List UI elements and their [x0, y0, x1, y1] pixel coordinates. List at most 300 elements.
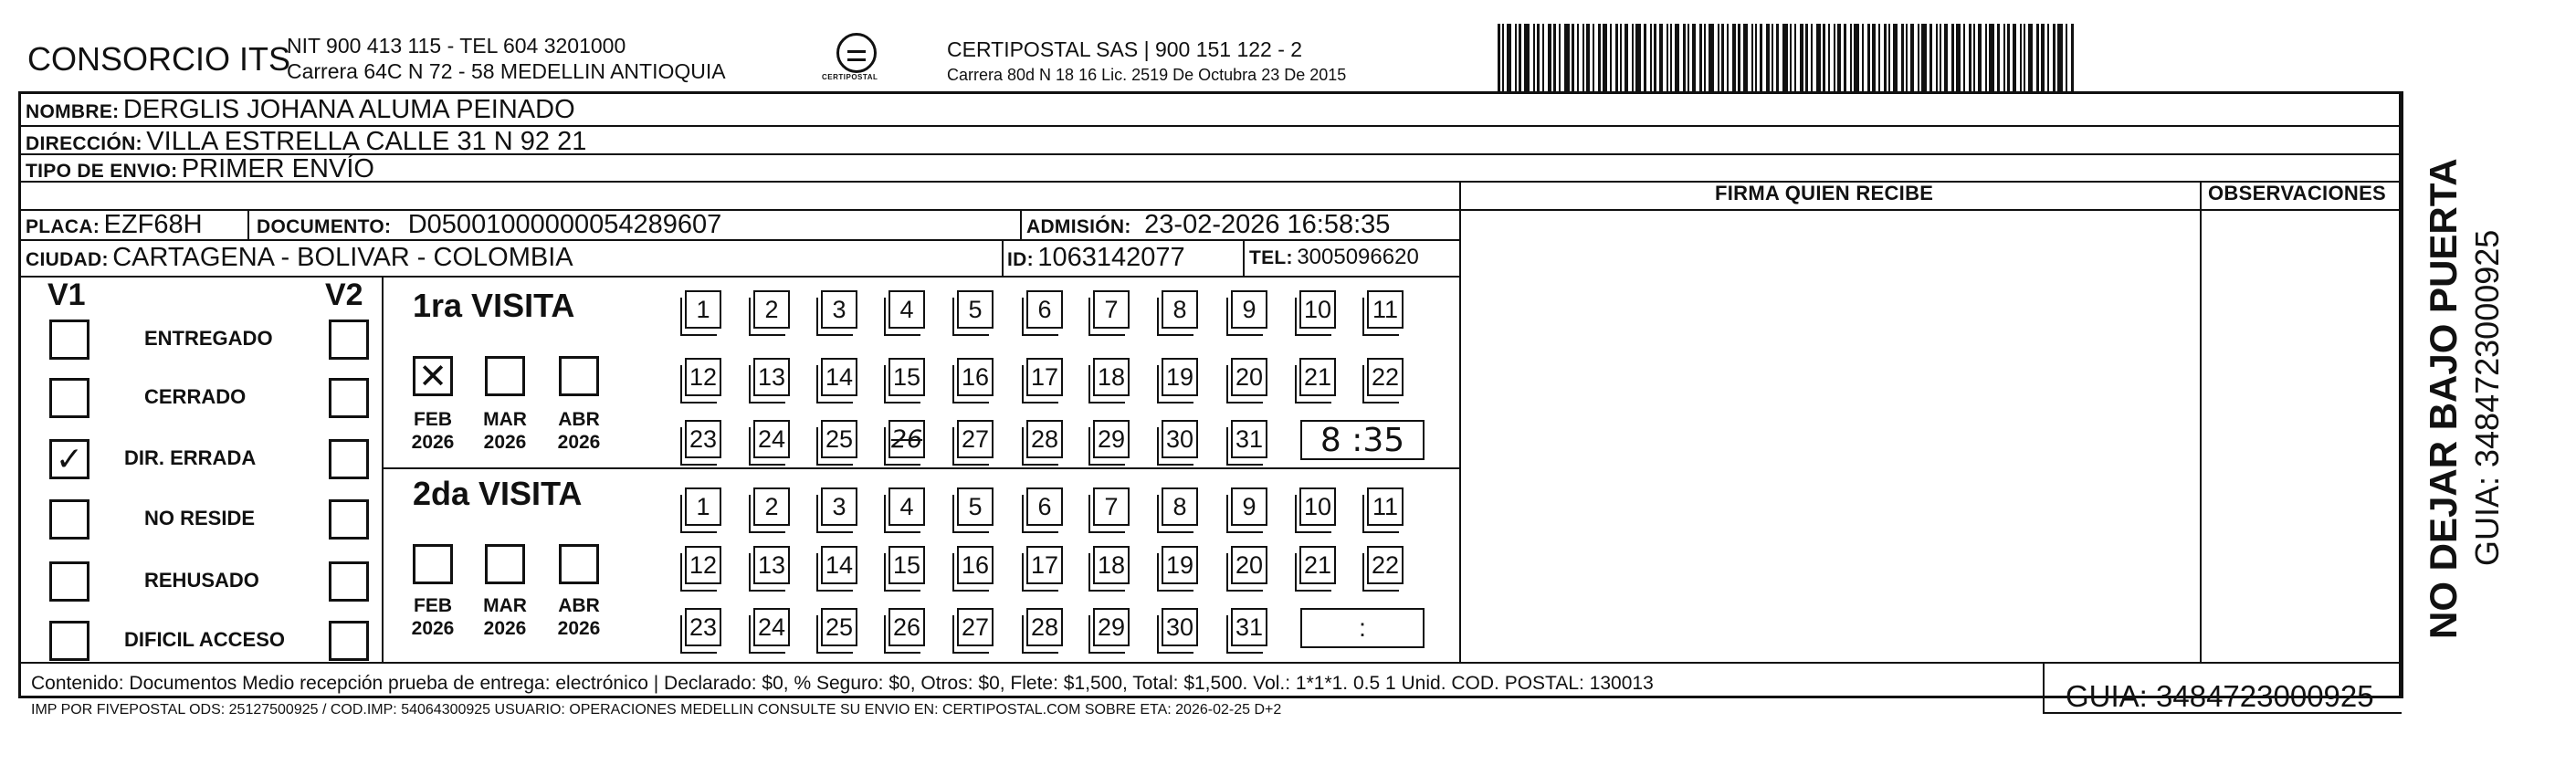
barcode-bar — [1794, 24, 1796, 91]
barcode-bar — [1667, 24, 1668, 91]
day-box[interactable] — [821, 608, 857, 646]
day-box[interactable] — [957, 358, 994, 396]
day-number: 2 — [764, 492, 779, 520]
day-number: 1 — [696, 295, 710, 323]
day-box[interactable] — [1162, 546, 1198, 584]
day-box[interactable] — [1093, 290, 1130, 329]
ciudad-row — [26, 243, 573, 273]
barcode-bar — [1973, 24, 1975, 91]
barcode — [1498, 24, 2228, 91]
barcode-bar — [1956, 24, 1961, 91]
barcode-bar — [1918, 24, 1919, 91]
tel-label: TEL: — [1249, 247, 1293, 268]
day-box[interactable] — [1231, 608, 1267, 646]
status-label: CERRADO — [144, 385, 247, 408]
placa-row — [26, 210, 203, 240]
barcode-bar — [1635, 24, 1641, 91]
day-number: 9 — [1242, 295, 1256, 323]
ciudad-label: CIUDAD: — [26, 249, 109, 270]
day-box[interactable] — [888, 608, 925, 646]
contenido-line: Contenido: Documentos Medio recepción prueba de entrega: electrónico | Declarado: $0, % Seguro: $0, Otros: $0, Flete: $1,500, Total: $1,500. Vol.: 1*1*1. 0.5 1 Unid. COD. POSTAL: 130013 — [31, 673, 1654, 694]
barcode-bar — [1721, 24, 1724, 91]
v1-checkbox[interactable] — [49, 378, 89, 418]
barcode-bar — [1502, 24, 1504, 91]
barcode-bar — [1659, 24, 1663, 91]
admision-label: ADMISIÓN: — [1026, 216, 1131, 237]
barcode-bar — [1944, 24, 1948, 91]
barcode-bar — [1755, 24, 1757, 91]
day-number: 5 — [968, 492, 983, 520]
barcode-bar — [1699, 24, 1702, 91]
direccion-value: VILLA ESTRELLA CALLE 31 N 92 21 — [146, 127, 587, 156]
day-box[interactable] — [1299, 358, 1336, 396]
v2-checkbox[interactable] — [329, 378, 369, 418]
v2-checkbox[interactable] — [329, 499, 369, 540]
barcode-bar — [1837, 24, 1841, 91]
id-value: 1063142077 — [1037, 243, 1185, 272]
day-box[interactable] — [1231, 420, 1267, 458]
v1-checkbox[interactable] — [49, 621, 89, 661]
barcode-bar — [1790, 24, 1792, 91]
carrier-line-2: Carrera 80d N 18 16 Lic. 2519 De Octubra 23 De 2015 — [947, 66, 1347, 84]
day-box[interactable] — [1231, 546, 1267, 584]
day-number: 19 — [1165, 550, 1194, 579]
barcode-bar — [1834, 24, 1835, 91]
v2-checkbox[interactable] — [329, 320, 369, 360]
barcode-bar — [1805, 24, 1808, 91]
day-number: 26 — [892, 613, 921, 641]
day-number: 14 — [825, 362, 854, 391]
day-box[interactable] — [957, 487, 994, 526]
company-info — [287, 33, 726, 84]
carrier-info — [947, 37, 1346, 88]
day-box[interactable] — [1367, 546, 1404, 584]
company-line-2: Carrera 64C N 72 - 58 MEDELLIN ANTIOQUIA — [287, 59, 726, 83]
day-number: 21 — [1303, 362, 1332, 391]
day-number: 20 — [1235, 550, 1264, 579]
day-number: 31 — [1235, 613, 1264, 641]
day-number: 7 — [1104, 295, 1119, 323]
status-label: REHUSADO — [144, 569, 259, 592]
day-box[interactable] — [821, 290, 857, 329]
month-year: 2026 — [411, 618, 455, 639]
barcode-bar — [1593, 24, 1594, 91]
barcode-bar — [1675, 24, 1679, 91]
day-box[interactable] — [1231, 487, 1267, 526]
barcode-bar — [2053, 24, 2056, 91]
day-box[interactable] — [753, 487, 790, 526]
day-number: 4 — [899, 295, 914, 323]
v1-checkbox[interactable] — [49, 320, 89, 360]
day-number: 12 — [689, 550, 718, 579]
day-box[interactable] — [1093, 487, 1130, 526]
day-box[interactable] — [888, 546, 925, 584]
barcode-bar — [1985, 24, 1987, 91]
barcode-bar — [1888, 24, 1890, 91]
barcode-bar — [1828, 24, 1830, 91]
time-box[interactable]: : — [1300, 608, 1425, 648]
barcode-bar — [2041, 24, 2045, 91]
day-number: 9 — [1242, 492, 1256, 520]
day-box[interactable] — [685, 608, 721, 646]
day-box[interactable] — [888, 420, 925, 458]
first-visit-title: 1ra VISITA — [413, 287, 575, 324]
barcode-bar — [1564, 24, 1570, 91]
barcode-bar — [1542, 24, 1544, 91]
day-box[interactable] — [753, 358, 790, 396]
documento-label: DOCUMENTO: — [257, 216, 392, 237]
day-box[interactable] — [1162, 608, 1198, 646]
day-number: 13 — [757, 362, 786, 391]
logo-text: CERTIPOSTAL — [822, 73, 878, 81]
day-box[interactable] — [1162, 358, 1198, 396]
day-box[interactable] — [1299, 546, 1336, 584]
day-number: 31 — [1235, 424, 1264, 453]
barcode-bar — [2028, 24, 2033, 91]
day-number: 3 — [832, 295, 846, 323]
day-number: 8 — [1172, 295, 1187, 323]
barcode-bar — [1929, 24, 1932, 91]
no-dejar-text: NO DEJAR BAJO PUERTA — [2422, 158, 2465, 639]
day-number: 27 — [961, 613, 990, 641]
day-box[interactable] — [1093, 420, 1130, 458]
month-name: MAR — [483, 409, 527, 430]
v2-label: V2 — [325, 278, 363, 312]
time-box[interactable]: 8 :35 — [1300, 420, 1425, 460]
barcode-bar — [1692, 24, 1696, 91]
status-label: NO RESIDE — [144, 507, 256, 529]
barcode-bar — [1732, 24, 1736, 91]
day-number: 15 — [892, 362, 921, 391]
month-name: MAR — [483, 595, 527, 616]
barcode-bar — [1844, 24, 1846, 91]
day-box[interactable] — [888, 358, 925, 396]
month-checkbox[interactable] — [413, 544, 453, 584]
barcode-bar — [1709, 24, 1714, 91]
day-box[interactable] — [888, 290, 925, 329]
day-box[interactable] — [1026, 358, 1063, 396]
day-number: 22 — [1371, 362, 1400, 391]
day-number: 24 — [757, 424, 786, 453]
day-number: 23 — [689, 424, 718, 453]
barcode-bar — [1572, 24, 1574, 91]
barcode-bar — [1743, 24, 1748, 91]
side-guia-text: GUIA: 3484723000925 — [2468, 229, 2506, 566]
admision-value: 23-02-2026 16:58:35 — [1144, 210, 1391, 239]
month-checkbox[interactable] — [485, 356, 525, 396]
barcode-bar — [1598, 24, 1601, 91]
barcode-bar — [1582, 24, 1584, 91]
barcode-bar — [1910, 24, 1914, 91]
day-number: 1 — [696, 492, 710, 520]
day-box[interactable] — [1026, 420, 1063, 458]
nombre-label: NOMBRE: — [26, 101, 120, 122]
day-number: 22 — [1371, 550, 1400, 579]
barcode-bar — [1498, 24, 1500, 91]
day-number: 20 — [1235, 362, 1264, 391]
barcode-bar — [1650, 24, 1652, 91]
barcode-bar — [1548, 24, 1551, 91]
day-number: 8 — [1172, 492, 1187, 520]
day-box[interactable] — [685, 290, 721, 329]
day-number: 16 — [961, 362, 990, 391]
day-box[interactable] — [888, 487, 925, 526]
day-box[interactable] — [753, 608, 790, 646]
day-number: 19 — [1165, 362, 1194, 391]
direccion-label: DIRECCIÓN: — [26, 133, 142, 154]
day-box[interactable] — [1026, 608, 1063, 646]
barcode-bar — [1553, 24, 1556, 91]
day-number: 23 — [689, 613, 718, 641]
barcode-bar — [1772, 24, 1773, 91]
day-box[interactable] — [1162, 420, 1198, 458]
barcode-bar — [1872, 24, 1876, 91]
id-label: ID: — [1007, 249, 1034, 270]
barcode-bar — [1893, 24, 1898, 91]
barcode-bar — [1688, 24, 1689, 91]
ciudad-value: CARTAGENA - BOLIVAR - COLOMBIA — [112, 243, 573, 272]
firma-header: FIRMA QUIEN RECIBE — [1715, 182, 1934, 204]
tipo-row — [26, 154, 374, 184]
month-year: 2026 — [411, 432, 455, 453]
v1-label: V1 — [47, 278, 86, 312]
month-label — [478, 594, 532, 640]
barcode-bar — [1854, 24, 1859, 91]
day-box[interactable] — [957, 290, 994, 329]
month-name: ABR — [558, 409, 600, 430]
month-year: 2026 — [483, 432, 527, 453]
barcode-bar — [1683, 24, 1686, 91]
barcode-bar — [1906, 24, 1908, 91]
day-number: 18 — [1097, 550, 1126, 579]
day-number: 29 — [1097, 424, 1126, 453]
barcode-bar — [1624, 24, 1628, 91]
barcode-bar — [2057, 24, 2063, 91]
day-box[interactable] — [957, 546, 994, 584]
month-label — [552, 594, 606, 640]
day-box[interactable] — [753, 546, 790, 584]
barcode-bar — [1644, 24, 1646, 91]
v2-checkbox[interactable] — [329, 621, 369, 661]
direccion-row — [26, 127, 586, 157]
day-number: 5 — [968, 295, 983, 323]
barcode-bar — [2003, 24, 2005, 91]
day-box[interactable] — [1231, 290, 1267, 329]
certipostal-logo-icon — [836, 33, 877, 73]
barcode-bar — [1760, 24, 1762, 91]
barcode-bar — [1862, 24, 1864, 91]
barcode-bar — [1632, 24, 1634, 91]
status-label: DIFICIL ACCESO — [124, 628, 286, 651]
month-checkbox[interactable] — [485, 544, 525, 584]
month-label — [405, 408, 460, 454]
day-number: 3 — [832, 492, 846, 520]
month-checkbox[interactable] — [559, 544, 599, 584]
day-box[interactable] — [1026, 290, 1063, 329]
day-number: 17 — [1030, 362, 1059, 391]
day-box[interactable] — [1367, 487, 1404, 526]
month-label — [552, 408, 606, 454]
v1-checkbox[interactable] — [49, 561, 89, 602]
month-name: ABR — [558, 595, 600, 616]
day-box[interactable] — [1231, 358, 1267, 396]
barcode-bar — [1766, 24, 1770, 91]
barcode-bar — [1586, 24, 1590, 91]
month-checkbox[interactable]: ✕ — [413, 356, 453, 396]
v2-checkbox[interactable] — [329, 561, 369, 602]
observaciones-header: OBSERVACIONES — [2208, 182, 2387, 204]
barcode-bar — [1776, 24, 1779, 91]
month-checkbox[interactable] — [559, 356, 599, 396]
barcode-bar — [1559, 24, 1561, 91]
barcode-bar — [1603, 24, 1607, 91]
barcode-bar — [2047, 24, 2049, 91]
barcode-bar — [2013, 24, 2016, 91]
id-row — [1007, 243, 1185, 273]
day-number: 24 — [757, 613, 786, 641]
tipo-value: PRIMER ENVÍO — [181, 154, 374, 183]
placa-value: EZF68H — [103, 210, 203, 239]
day-box[interactable] — [1367, 358, 1404, 396]
day-box[interactable] — [1162, 487, 1198, 526]
day-box[interactable] — [821, 546, 857, 584]
day-box[interactable] — [957, 608, 994, 646]
company-name: CONSORCIO ITS — [27, 40, 291, 78]
day-number: 12 — [689, 362, 718, 391]
day-number: 16 — [961, 550, 990, 579]
tipo-label: TIPO DE ENVIO: — [26, 161, 178, 182]
barcode-bar — [2020, 24, 2022, 91]
day-box[interactable] — [685, 487, 721, 526]
barcode-bar — [2007, 24, 2010, 91]
month-name: FEB — [414, 595, 452, 616]
day-box[interactable] — [1093, 608, 1130, 646]
barcode-bar — [1878, 24, 1880, 91]
day-number: 11 — [1372, 295, 1399, 323]
day-box[interactable] — [685, 420, 721, 458]
admision-row — [1026, 210, 1390, 240]
carrier-line-1: CERTIPOSTAL SAS | 900 151 122 - 2 — [947, 37, 1303, 61]
barcode-bar — [1615, 24, 1618, 91]
tel-row — [1249, 245, 1419, 270]
barcode-bar — [2036, 24, 2039, 91]
day-number: 13 — [757, 550, 786, 579]
barcode-bar — [1670, 24, 1672, 91]
barcode-bar — [1800, 24, 1803, 91]
day-number: 26 — [890, 424, 923, 454]
day-number: 28 — [1030, 424, 1059, 453]
day-number: 25 — [825, 424, 854, 453]
documento-row — [257, 210, 721, 240]
day-box[interactable] — [685, 546, 721, 584]
nombre-value: DERGLIS JOHANA ALUMA PEINADO — [122, 95, 575, 124]
barcode-bar — [1519, 24, 1521, 91]
day-box[interactable] — [1026, 546, 1063, 584]
barcode-bar — [1751, 24, 1753, 91]
day-number: 29 — [1097, 613, 1126, 641]
day-number: 6 — [1037, 492, 1052, 520]
day-box[interactable] — [753, 290, 790, 329]
v2-checkbox[interactable] — [329, 439, 369, 479]
imp-line: IMP POR FIVEPOSTAL ODS: 25127500925 / COD.IMP: 54064300925 USUARIO: OPERACIONES MEDELLIN CONSULTE SU ENVIO EN: CERTIPOSTAL.COM SOBRE ETA: 2026-02-25 D+2 — [31, 702, 1282, 718]
month-label — [478, 408, 532, 454]
day-box[interactable] — [1093, 546, 1130, 584]
barcode-bar — [1704, 24, 1706, 91]
month-label — [405, 594, 460, 640]
day-box[interactable] — [685, 358, 721, 396]
day-number: 10 — [1303, 295, 1332, 323]
barcode-bar — [1577, 24, 1579, 91]
day-box[interactable] — [1026, 487, 1063, 526]
day-number: 27 — [961, 424, 990, 453]
barcode-bar — [1537, 24, 1540, 91]
barcode-bar — [2071, 24, 2074, 91]
day-box[interactable] — [1093, 358, 1130, 396]
barcode-bar — [2066, 24, 2067, 91]
day-number: 25 — [825, 613, 854, 641]
barcode-bar — [1901, 24, 1904, 91]
day-box[interactable] — [1162, 290, 1198, 329]
day-box[interactable] — [753, 420, 790, 458]
day-box[interactable] — [821, 420, 857, 458]
barcode-bar — [1963, 24, 1965, 91]
barcode-bar — [1978, 24, 1982, 91]
tel-value: 3005096620 — [1297, 245, 1419, 269]
barcode-bar — [1610, 24, 1612, 91]
day-number: 2 — [764, 295, 779, 323]
day-box[interactable] — [1299, 487, 1336, 526]
barcode-bar — [1951, 24, 1954, 91]
v1-checkbox[interactable]: ✓ — [49, 439, 89, 479]
day-box[interactable] — [1299, 290, 1336, 329]
month-year: 2026 — [557, 618, 601, 639]
barcode-bar — [1654, 24, 1656, 91]
day-box[interactable] — [957, 420, 994, 458]
day-number: 4 — [899, 492, 914, 520]
barcode-bar — [1936, 24, 1938, 91]
barcode-bar — [2024, 24, 2025, 91]
placa-label: PLACA: — [26, 216, 100, 237]
barcode-bar — [1533, 24, 1535, 91]
day-number: 30 — [1165, 424, 1194, 453]
barcode-bar — [1620, 24, 1622, 91]
day-box[interactable] — [1367, 290, 1404, 329]
v1-checkbox[interactable] — [49, 499, 89, 540]
barcode-bar — [1850, 24, 1852, 91]
status-label: DIR. ERRADA — [124, 446, 257, 469]
barcode-bar — [1515, 24, 1517, 91]
barcode-bar — [1507, 24, 1511, 91]
barcode-bar — [1782, 24, 1788, 91]
day-number: 6 — [1037, 295, 1052, 323]
barcode-bar — [1997, 24, 2000, 91]
day-number: 7 — [1104, 492, 1119, 520]
barcode-bar — [1884, 24, 1887, 91]
barcode-bar — [1524, 24, 1530, 91]
barcode-bar — [1718, 24, 1719, 91]
day-number: 14 — [825, 550, 854, 579]
barcode-bar — [1921, 24, 1927, 91]
day-number: 15 — [892, 550, 921, 579]
day-number: 17 — [1030, 550, 1059, 579]
month-name: FEB — [414, 409, 452, 430]
barcode-bar — [1811, 24, 1813, 91]
nombre-row — [26, 95, 575, 125]
barcode-bar — [1727, 24, 1729, 91]
day-number: 28 — [1030, 613, 1059, 641]
day-box[interactable] — [821, 358, 857, 396]
day-box[interactable] — [821, 487, 857, 526]
